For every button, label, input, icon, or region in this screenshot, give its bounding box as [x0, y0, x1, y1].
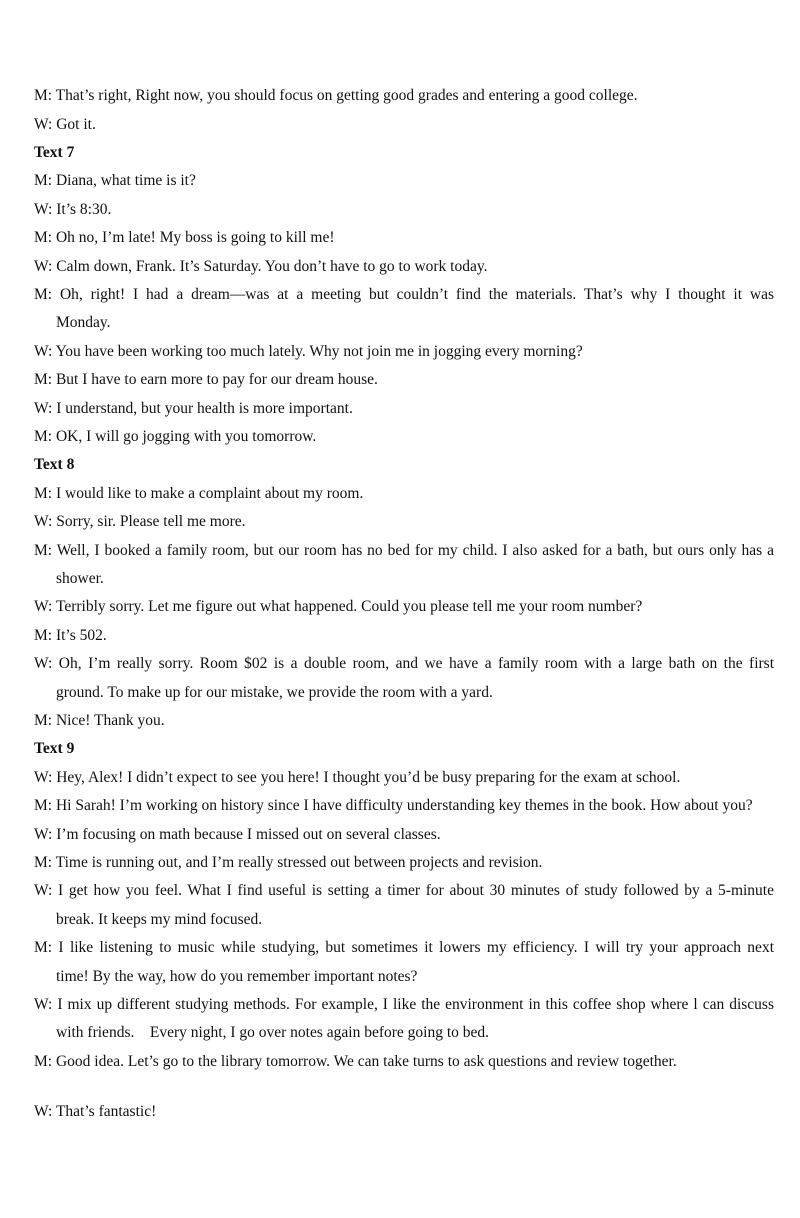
dialogue-line: M: Time is running out, and I’m really stressed out between projects and revision. [34, 854, 543, 871]
dialogue-line: M: Well, I booked a family room, but our room has no bed for my child. I also asked for a bath, but ours only has a [34, 542, 774, 559]
dialogue-line: M: Oh no, I’m late! My boss is going to kill me! [34, 229, 335, 246]
dialogue-line: W: Got it. [34, 116, 96, 133]
dialogue-line: M: It’s 502. [34, 627, 107, 644]
dialogue-line-continuation: break. It keeps my mind focused. [56, 911, 263, 928]
dialogue-line: M: I like listening to music while studying, but sometimes it lowers my efficiency. I will try your approach next [34, 939, 774, 956]
section-heading-text-9: Text 9 [34, 740, 75, 757]
dialogue-line: W: That’s fantastic! [34, 1103, 157, 1120]
dialogue-line: W: I mix up different studying methods. For example, I like the environment in this coffee shop where l can discuss [34, 996, 774, 1013]
dialogue-line-continuation: ground. To make up for our mistake, we provide the room with a yard. [56, 684, 493, 701]
dialogue-line: M: Hi Sarah! I’m working on history since I have difficulty understanding key themes in the book. How about you? [34, 797, 753, 814]
dialogue-line: W: I’m focusing on math because I missed out on several classes. [34, 826, 441, 843]
dialogue-line: M: Diana, what time is it? [34, 172, 196, 189]
section-heading-text-8: Text 8 [34, 456, 75, 473]
dialogue-line: W: Terribly sorry. Let me figure out what happened. Could you please tell me your room number? [34, 598, 643, 615]
dialogue-line: M: Oh, right! I had a dream—was at a meeting but couldn’t find the materials. That’s why I thought it was [34, 286, 774, 303]
section-heading-text-7: Text 7 [34, 144, 75, 161]
dialogue-line: M: OK, I will go jogging with you tomorrow. [34, 428, 317, 445]
dialogue-line: M: I would like to make a complaint about my room. [34, 485, 364, 502]
dialogue-line: W: I get how you feel. What I find useful is setting a timer for about 30 minutes of study followed by a 5-minute [34, 882, 774, 899]
dialogue-line: M: Good idea. Let’s go to the library tomorrow. We can take turns to ask questions and review together. [34, 1053, 677, 1070]
dialogue-line: W: I understand, but your health is more important. [34, 400, 353, 417]
dialogue-line: M: Nice! Thank you. [34, 712, 165, 729]
dialogue-line: W: Sorry, sir. Please tell me more. [34, 513, 246, 530]
dialogue-line: W: Calm down, Frank. It’s Saturday. You don’t have to go to work today. [34, 258, 488, 275]
dialogue-line: M: That’s right, Right now, you should focus on getting good grades and entering a good college. [34, 87, 638, 104]
dialogue-line: W: It’s 8:30. [34, 201, 112, 218]
dialogue-line-continuation: shower. [56, 570, 104, 587]
dialogue-line-continuation: Monday. [56, 314, 111, 331]
dialogue-line: W: You have been working too much lately. Why not join me in jogging every morning? [34, 343, 583, 360]
dialogue-line-continuation: with friends. Every night, I go over notes again before going to bed. [56, 1024, 490, 1041]
dialogue-line-continuation: time! By the way, how do you remember important notes? [56, 968, 418, 985]
dialogue-line: W: Hey, Alex! I didn’t expect to see you here! I thought you’d be busy preparing for the exam at school. [34, 769, 681, 786]
dialogue-line: M: But I have to earn more to pay for our dream house. [34, 371, 378, 388]
dialogue-line: W: Oh, I’m really sorry. Room $02 is a double room, and we have a family room with a large bath on the first [34, 655, 774, 672]
